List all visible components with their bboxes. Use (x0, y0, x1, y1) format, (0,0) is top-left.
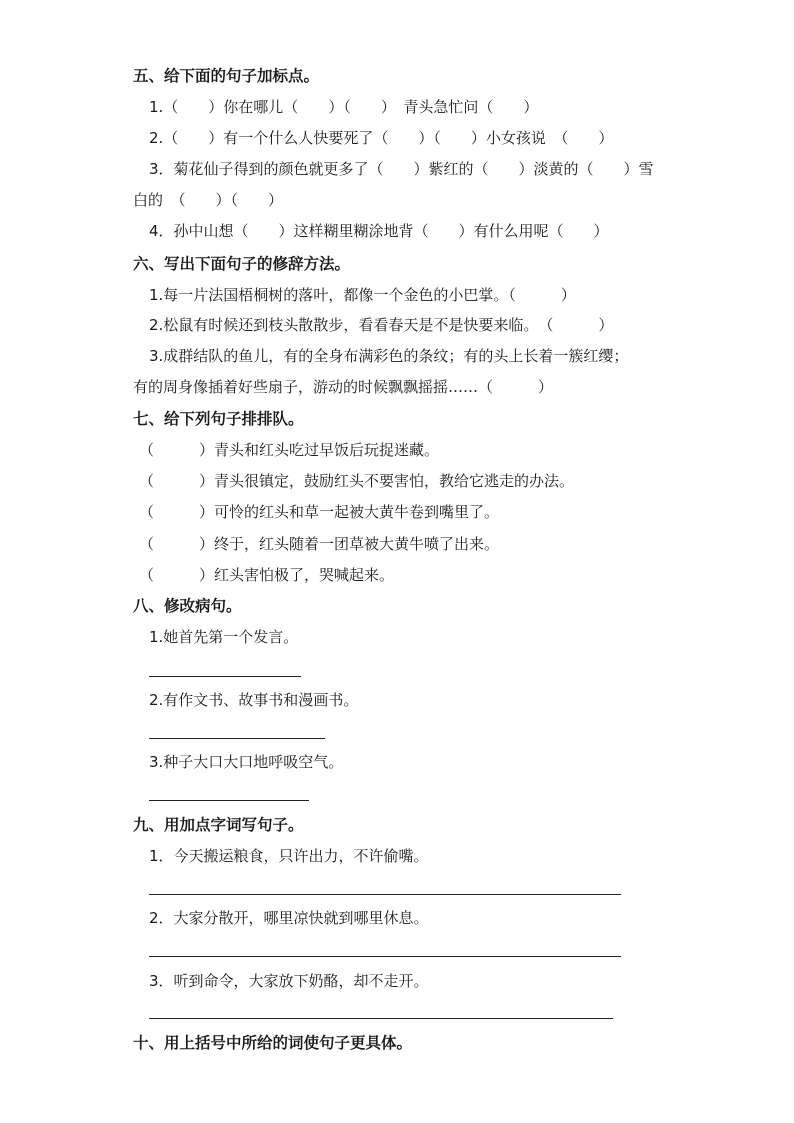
answer-line[interactable] (149, 956, 621, 957)
answer-line[interactable] (149, 676, 301, 677)
section-5-item-1: 1.（ ）你在哪儿（ ）（ ） 青头急忙问（ ） (149, 98, 539, 116)
section-5-item-2: 2.（ ）有一个什么人快要死了（ ）（ ）小女孩说 （ ） (149, 129, 614, 147)
section-6-item-3-cont: 有的周身像插着好些扇子，游动的时候飘飘摇摇……（ ） (133, 378, 554, 396)
section-10-heading: 十、用上括号中所给的词使句子更具体。 (133, 1034, 413, 1052)
section-8-item-1: 1.她首先第一个发言。 (149, 628, 299, 646)
section-9-item-3: 3．听到命令，大家放下奶酪，却不走开。 (149, 972, 429, 990)
section-6-heading: 六、写出下面句子的修辞方法。 (133, 255, 351, 273)
section-5-item-4: 4．孙中山想（ ）这样糊里糊涂地背（ ）有什么用呢（ ） (149, 222, 609, 240)
section-7-item-3: （ ）可怜的红头和草一起被大黄牛卷到嘴里了。 (139, 503, 500, 521)
section-7-item-5: （ ）红头害怕极了，哭喊起来。 (139, 566, 395, 584)
section-8-item-2: 2.有作文书、故事书和漫画书。 (149, 691, 359, 709)
section-5-item-3-cont: 白的 （ ）（ ） (133, 191, 284, 209)
section-5-heading: 五、给下面的句子加标点。 (133, 67, 320, 85)
section-9-item-2: 2．大家分散开，哪里凉快就到哪里休息。 (149, 909, 429, 927)
section-5-item-3: 3．菊花仙子得到的颜色就更多了（ ）紫红的（ ）淡黄的（ ）雪 (149, 160, 654, 178)
section-7-item-2: （ ）青头很镇定，鼓励红头不要害怕，教给它逃走的办法。 (139, 472, 575, 490)
section-8-heading: 八、修改病句。 (133, 597, 242, 615)
section-6-item-1: 1.每一片法国梧桐树的落叶，都像一个金色的小巴掌。（ ） (149, 286, 576, 304)
section-7-heading: 七、给下列句子排排队。 (133, 410, 304, 428)
section-6-item-2: 2.松鼠有时候还到枝头散散步，看看春天是不是快要来临。 （ ） (149, 316, 614, 334)
section-7-item-4: （ ）终于，红头随着一团草被大黄牛喷了出来。 (139, 535, 500, 553)
section-8-item-3: 3.种子大口大口地呼吸空气。 (149, 753, 344, 771)
section-9-item-1: 1．今天搬运粮食，只许出力，不许偷嘴。 (149, 847, 429, 865)
answer-line[interactable] (149, 1018, 613, 1019)
section-6-item-3: 3.成群结队的鱼儿，有的全身布满彩色的条纹；有的头上长着一簇红缨； (149, 347, 629, 365)
answer-line[interactable] (149, 894, 621, 895)
answer-line[interactable] (149, 738, 325, 739)
section-9-heading: 九、用加点字词写句子。 (133, 816, 304, 834)
answer-line[interactable] (149, 800, 309, 801)
section-7-item-1: （ ）青头和红头吃过早饭后玩捉迷藏。 (139, 441, 440, 459)
